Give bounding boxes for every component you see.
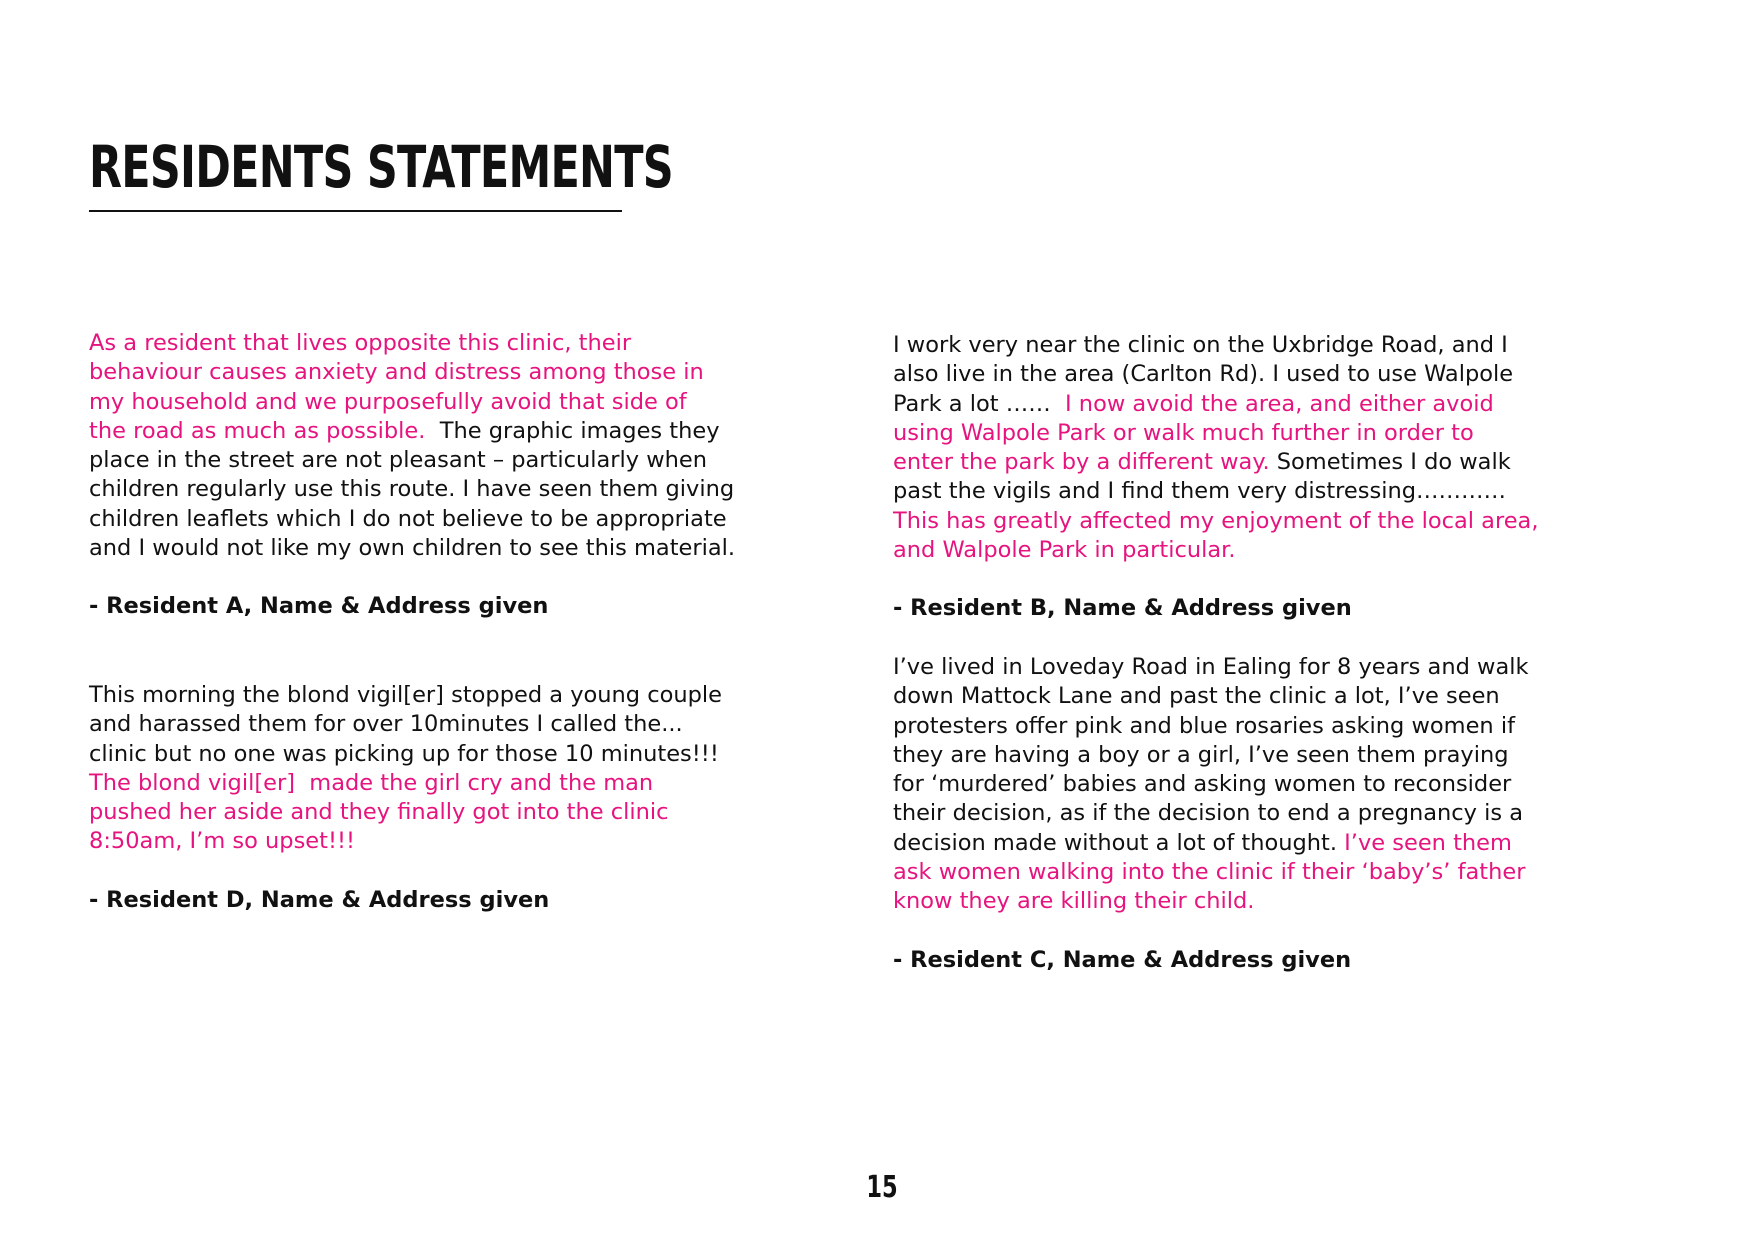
statement-text: I work very near the clinic on the Uxbridge Road, and I (893, 332, 1508, 358)
statement-line (89, 534, 789, 563)
statement-text: down Mattock Lane and past the clinic a lot, I’ve seen (893, 683, 1500, 710)
statement-resident-c (893, 653, 1593, 975)
statement-line (893, 858, 1593, 887)
statement-text: children leaflets which I do not believe to be appropriate (89, 505, 727, 532)
statement-line (893, 799, 1593, 828)
statement-text: Park a lot …… (893, 390, 1066, 417)
statement-text: I’ve lived in Loveday Road in Ealing for 8 years and walk (893, 654, 1529, 680)
statement-highlight-text: I now avoid the area, and either avoid (1065, 390, 1494, 417)
statement-text: This morning the blond vigil[er] stopped a young couple (89, 682, 722, 708)
statement-text: children regularly use this route. I have seen them giving (89, 476, 735, 503)
statement-attribution: - Resident C, Name & Address given (893, 946, 1352, 973)
statement-text: The graphic images they (432, 417, 720, 444)
statement-highlight-text: using Walpole Park or walk much further in order to (893, 419, 1474, 446)
statement-line (893, 887, 1593, 916)
statement-body (893, 653, 1593, 917)
statement-highlight-text: know they are killing their child. (893, 888, 1255, 915)
statement-attribution: - Resident A, Name & Address given (89, 593, 549, 620)
statement-line (89, 358, 789, 387)
statement-highlight-text: 8:50am, I’m so upset!!! (89, 828, 356, 855)
statement-text: and I would not like my own children to see this material. (89, 535, 736, 562)
statement-text: and harassed them for over 10minutes I called the... (89, 711, 683, 738)
statement-text: clinic but no one was picking up for those 10 minutes!!! (89, 740, 719, 767)
statement-highlight-text: This has greatly affected my enjoyment of the local area, (893, 507, 1539, 534)
statement-highlight-text: The blond vigil[er] made the girl cry and the man (89, 769, 654, 796)
statement-line (89, 769, 789, 798)
statement-text: place in the street are not pleasant – particularly when (89, 447, 708, 474)
statement-line (893, 682, 1593, 711)
statement-text: they are having a boy or a girl, I’ve seen them praying (893, 741, 1509, 768)
statement-highlight-text: I’ve seen them (1344, 829, 1512, 856)
statement-highlight-text: enter the park by a different way. (893, 449, 1270, 476)
statement-line (893, 507, 1593, 536)
statement-line (89, 505, 789, 534)
statement-line (893, 360, 1593, 389)
statement-text: Sometimes I do walk (1269, 449, 1511, 476)
page-title: RESIDENTS STATEMENTS (89, 133, 673, 201)
statement-line (89, 740, 789, 769)
statement-text: their decision, as if the decision to end a pregnancy is a (893, 800, 1524, 827)
statement-line (893, 331, 1593, 360)
statement-line (89, 446, 789, 475)
title-underline (89, 210, 622, 212)
statement-text: past the vigils and I find them very distressing………… (893, 478, 1506, 505)
statement-line (893, 448, 1593, 477)
statement-highlight-text: the road as much as possible. (89, 417, 433, 444)
statement-line (893, 390, 1593, 419)
statement-body (89, 329, 789, 563)
statement-text: for ‘murdered’ babies and asking women to reconsider (893, 771, 1512, 798)
statement-line (893, 712, 1593, 741)
statement-line (89, 329, 789, 358)
statement-line (893, 741, 1593, 770)
statement-highlight-text: my household and we purposefully avoid that side of (89, 388, 687, 415)
statement-highlight-text: As a resident that lives opposite this clinic, their (89, 330, 632, 356)
statement-line (89, 710, 789, 739)
statement-highlight-text: and Walpole Park in particular. (893, 537, 1236, 564)
statement-line (89, 475, 789, 504)
statement-line (89, 388, 789, 417)
statement-text: protesters offer pink and blue rosaries asking women if (893, 712, 1515, 739)
statement-body (893, 331, 1593, 565)
statement-resident-b (893, 331, 1593, 624)
statement-attribution: - Resident D, Name & Address given (89, 886, 550, 913)
statement-line (893, 419, 1593, 448)
statement-line (89, 827, 789, 856)
statement-highlight-text: ask women walking into the clinic if their ‘baby’s’ father (893, 859, 1526, 886)
statement-line (89, 417, 789, 446)
statement-line (893, 477, 1593, 506)
page-number: 15 (866, 1170, 898, 1205)
statement-highlight-text: pushed her aside and they finally got into the clinic (89, 799, 669, 826)
statement-text: decision made without a lot of thought. (893, 829, 1345, 856)
statement-line (89, 798, 789, 827)
statement-resident-a (89, 329, 789, 622)
statement-line (893, 536, 1593, 565)
statement-line (893, 829, 1593, 858)
statement-resident-d (89, 681, 789, 915)
statement-line (893, 653, 1593, 682)
statement-attribution: - Resident B, Name & Address given (893, 595, 1352, 622)
statement-line (893, 770, 1593, 799)
statement-line (89, 681, 789, 710)
statement-highlight-text: behaviour causes anxiety and distress among those in (89, 359, 704, 386)
statement-body (89, 681, 789, 857)
statement-text: also live in the area (Carlton Rd). I used to use Walpole (893, 361, 1514, 388)
